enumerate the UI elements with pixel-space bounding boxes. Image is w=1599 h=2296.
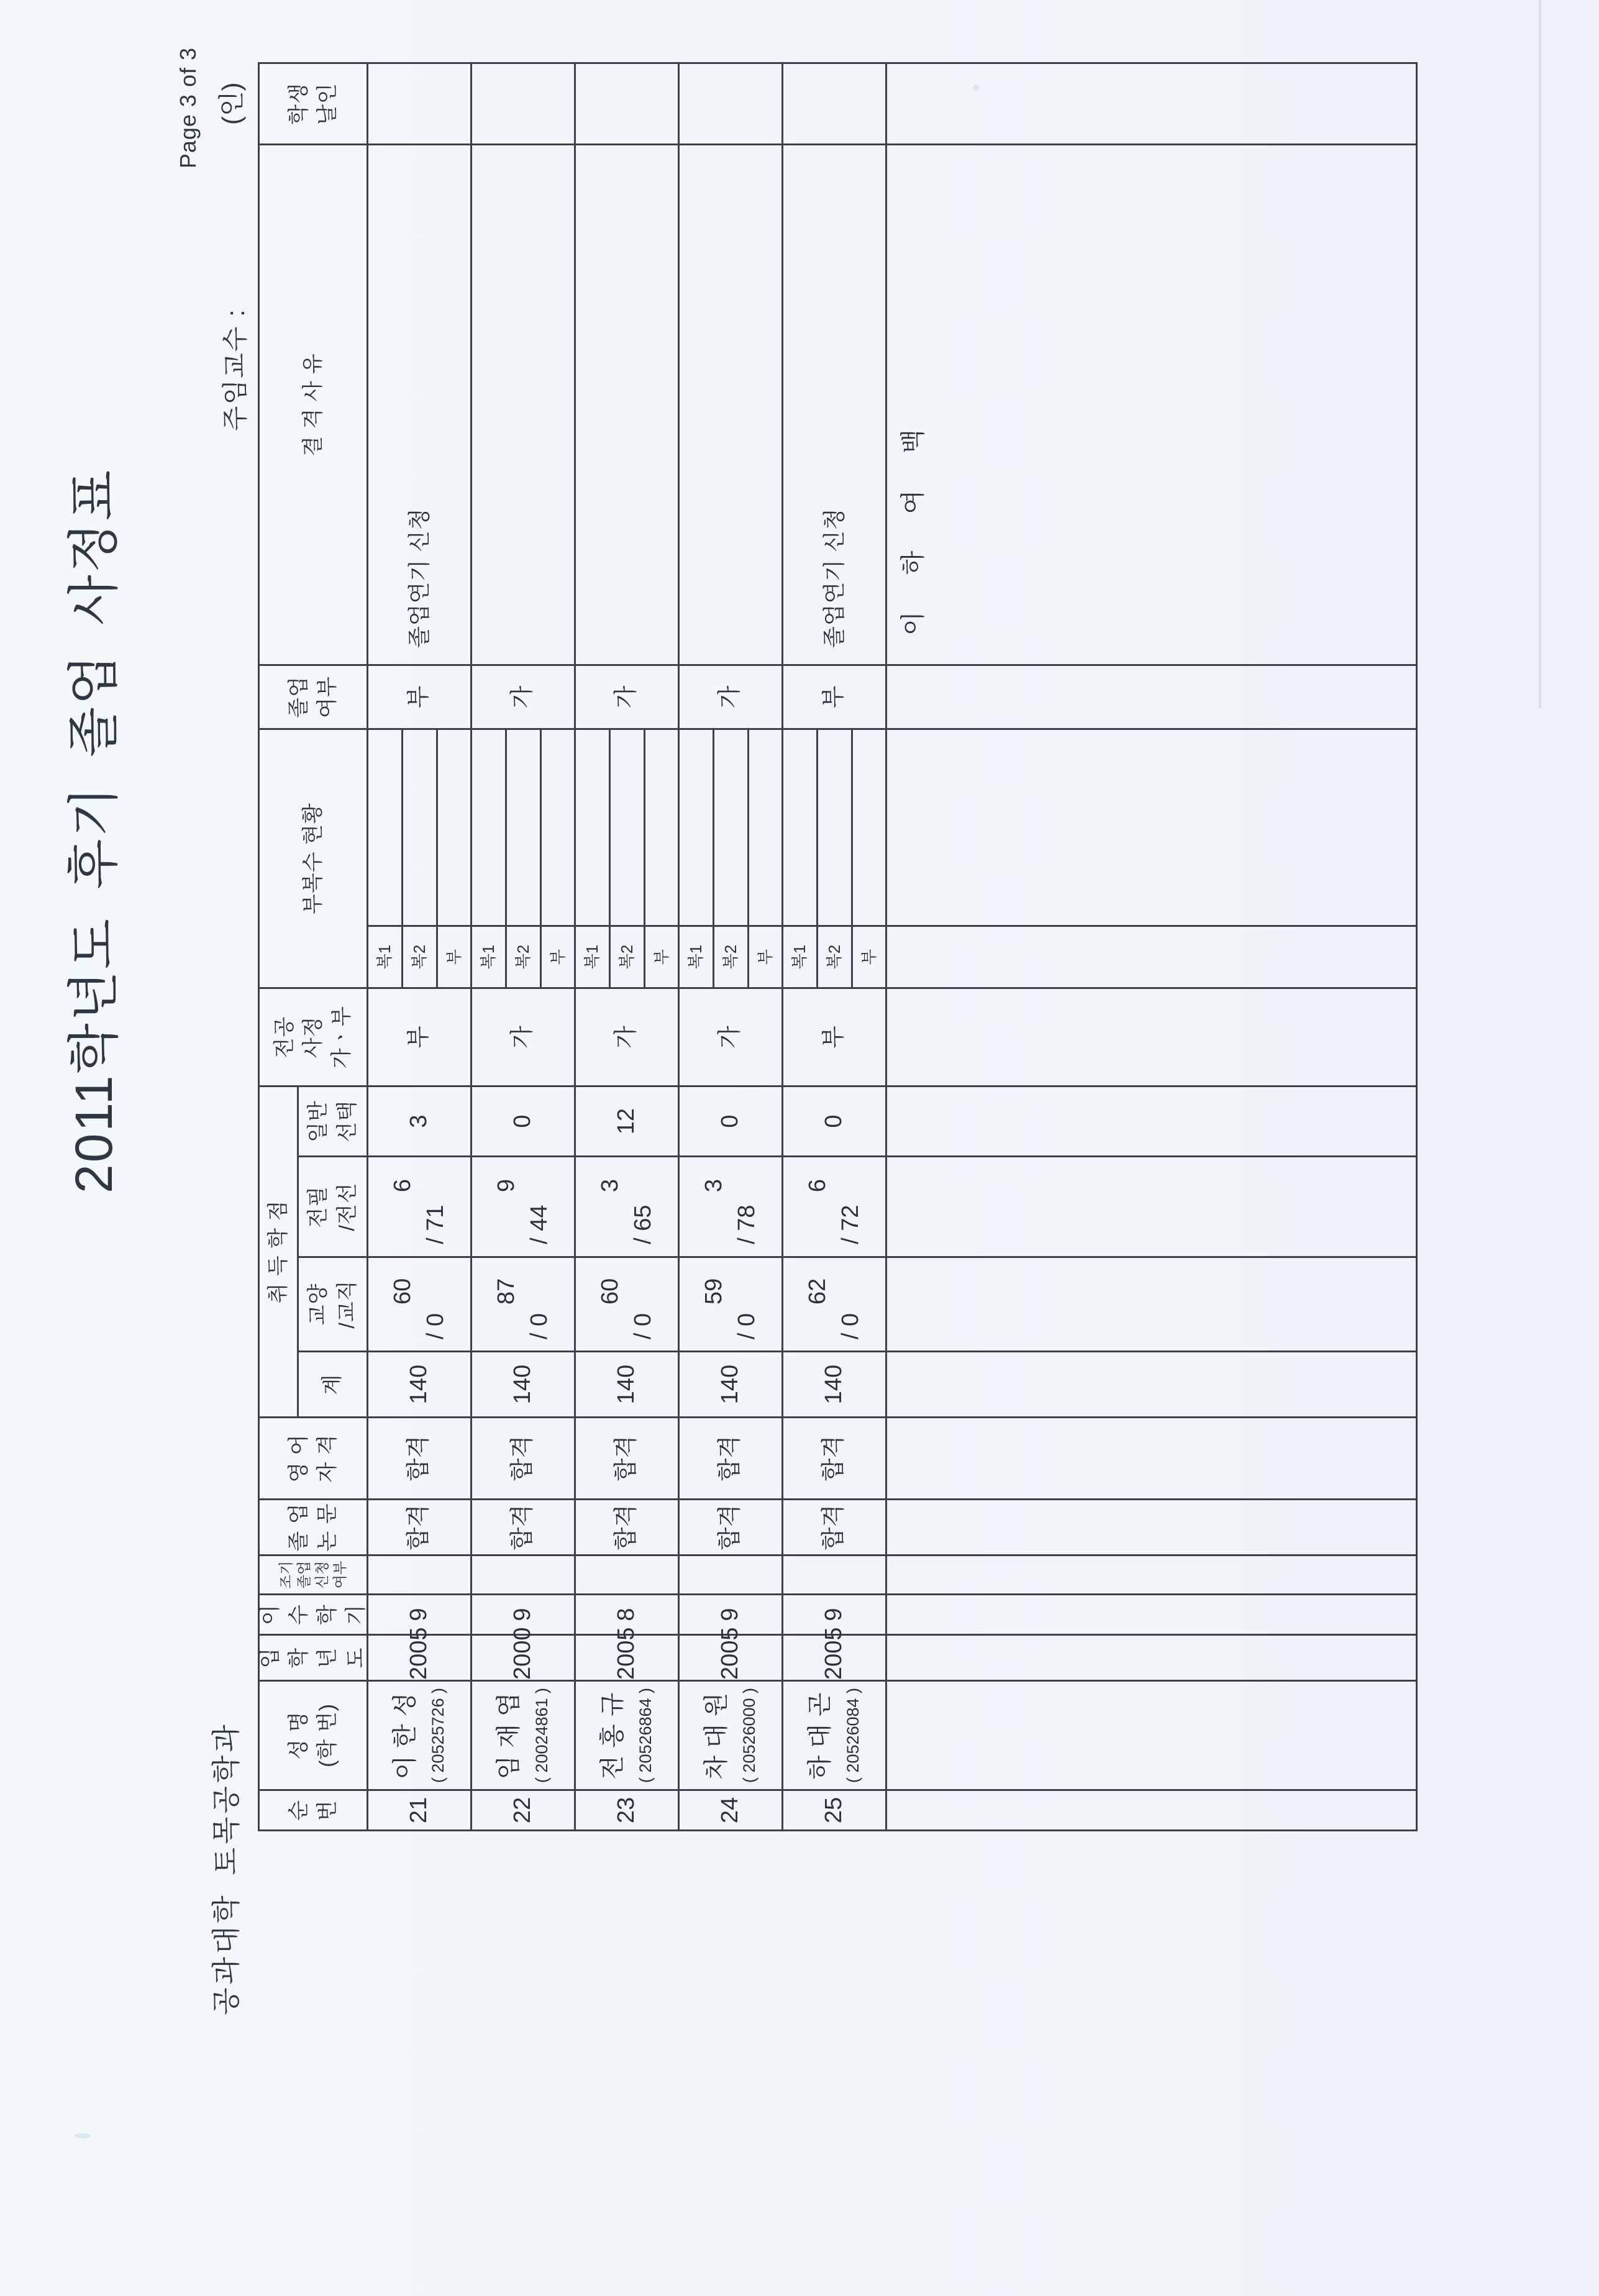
text-line: 9 bbox=[821, 1608, 847, 1621]
minor-label-cell bbox=[368, 925, 403, 987]
text-line: 차대원 bbox=[703, 1685, 731, 1780]
seal-cell bbox=[472, 62, 576, 144]
completed_semesters-header bbox=[260, 1593, 368, 1634]
text-line: 62 bbox=[804, 1278, 831, 1305]
major-credits-cell bbox=[576, 1155, 680, 1256]
admission-year-cell bbox=[783, 1627, 887, 1680]
credits-total-cell bbox=[576, 1351, 680, 1416]
blank-cell bbox=[887, 925, 1418, 987]
text-line: 가 bbox=[509, 1026, 536, 1049]
blank-cell bbox=[887, 1256, 1418, 1351]
text-line: 가 bbox=[717, 1026, 744, 1049]
text-line: 가 bbox=[613, 685, 640, 709]
text-line: 부 bbox=[821, 685, 847, 709]
text-line: 이한성 bbox=[391, 1685, 419, 1780]
text-line: 학 기 bbox=[316, 1604, 368, 1625]
text-line: 25 bbox=[821, 1797, 847, 1824]
text-line: 가 bbox=[509, 685, 536, 709]
early-grad-cell bbox=[368, 1554, 472, 1593]
name-cell bbox=[576, 1680, 680, 1789]
general-elective-cell bbox=[783, 1085, 887, 1155]
text-line: 복2 bbox=[617, 944, 637, 970]
semesters-cell bbox=[783, 1593, 887, 1634]
text-line: 합격 bbox=[821, 1435, 847, 1482]
text-line: 복2 bbox=[825, 944, 844, 970]
minor-label-cell bbox=[645, 925, 680, 987]
blank-cell bbox=[887, 1593, 1418, 1634]
general-elective-cell bbox=[680, 1085, 783, 1155]
liberal-credits-cell bbox=[576, 1256, 680, 1351]
text-line: 가 bbox=[613, 1026, 640, 1049]
text-line: / 78 bbox=[734, 1205, 760, 1244]
text-line: 합격 bbox=[717, 1435, 744, 1482]
major-assessment-cell bbox=[368, 987, 472, 1085]
text-line: 부 bbox=[755, 949, 775, 965]
text-line: / 65 bbox=[630, 1205, 656, 1244]
blank-cell bbox=[887, 62, 1418, 144]
graduation-cell bbox=[783, 664, 887, 728]
blank-cell bbox=[887, 728, 1418, 925]
text-line: 부 bbox=[406, 685, 432, 709]
text-line: 번 bbox=[316, 1800, 339, 1821]
text-line: 졸업연기 신청 bbox=[821, 508, 847, 648]
minor-value-cell bbox=[783, 728, 818, 925]
text-line: 합격 bbox=[717, 1504, 744, 1551]
blank-cell bbox=[887, 987, 1418, 1085]
text-line: 부복수 현황 bbox=[301, 803, 325, 914]
semesters-cell bbox=[680, 1593, 783, 1634]
minor-label-cell bbox=[611, 925, 645, 987]
major-assessment-cell bbox=[783, 987, 887, 1085]
text-line: 논 문 bbox=[316, 1503, 339, 1552]
major-credits-cell bbox=[472, 1155, 576, 1256]
name-cell bbox=[783, 1680, 887, 1789]
early-grad-cell bbox=[576, 1554, 680, 1593]
text-line: 22 bbox=[509, 1797, 536, 1824]
text-line: 23 bbox=[613, 1797, 640, 1824]
department-line: 공과대학 토목공학과 bbox=[210, 1721, 242, 2015]
text-line: 6 bbox=[804, 1178, 831, 1193]
graduation-cell bbox=[368, 664, 472, 728]
minor-label-cell bbox=[853, 925, 887, 987]
general_elective-subheader bbox=[299, 1085, 368, 1155]
text-line: 졸업 bbox=[296, 1560, 312, 1589]
text-line: 이 수 bbox=[258, 1604, 311, 1625]
liberal-credits-cell bbox=[368, 1256, 472, 1351]
graduation-assessment-table bbox=[258, 62, 1418, 1831]
liberal_teaching-subheader bbox=[299, 1256, 368, 1351]
paper-crease bbox=[1539, 0, 1541, 708]
semesters-cell bbox=[472, 1593, 576, 1634]
text-line: 졸 업 bbox=[286, 1503, 311, 1552]
minor-value-cell bbox=[576, 728, 611, 925]
minor-value-cell bbox=[853, 728, 887, 925]
text-line: 복1 bbox=[790, 944, 809, 970]
liberal-credits-cell bbox=[680, 1256, 783, 1351]
text-line: 140 bbox=[821, 1364, 847, 1405]
minor-label-cell bbox=[576, 925, 611, 987]
text-line: 졸업 bbox=[286, 676, 311, 718]
name-header bbox=[260, 1680, 368, 1789]
english-cell bbox=[680, 1416, 783, 1498]
english-cell bbox=[472, 1416, 576, 1498]
credits-total-cell bbox=[680, 1351, 783, 1416]
blank-cell bbox=[887, 1351, 1418, 1416]
seal-cell bbox=[680, 62, 783, 144]
text-line: 계 bbox=[321, 1374, 345, 1395]
text-line: ( 20526864 ) bbox=[636, 1687, 655, 1784]
credits-group-header bbox=[260, 1085, 299, 1416]
thesis-cell bbox=[680, 1498, 783, 1554]
admission-year-cell bbox=[368, 1627, 472, 1680]
text-line: 전홍규 bbox=[599, 1685, 627, 1780]
admission-year-cell bbox=[576, 1627, 680, 1680]
thesis-cell bbox=[783, 1498, 887, 1554]
minor-label-cell bbox=[749, 925, 783, 987]
semesters-cell bbox=[576, 1593, 680, 1634]
credits_total-subheader bbox=[299, 1351, 368, 1416]
text-line: / 0 bbox=[630, 1313, 656, 1340]
text-line: 선택 bbox=[335, 1100, 359, 1142]
major-credits-cell bbox=[680, 1155, 783, 1256]
text-line: 2000 bbox=[509, 1627, 536, 1680]
major_assessment-header bbox=[260, 987, 368, 1085]
text-line: 복1 bbox=[686, 944, 706, 970]
serial-header bbox=[260, 1789, 368, 1829]
text-line: 3 bbox=[700, 1178, 727, 1193]
text-line: 59 bbox=[700, 1278, 727, 1305]
blank-cell bbox=[887, 1155, 1418, 1256]
text-line: 임재엽 bbox=[495, 1685, 523, 1780]
early-grad-cell bbox=[783, 1554, 887, 1593]
text-line: 60 bbox=[596, 1278, 623, 1305]
english_qualification-header bbox=[260, 1416, 368, 1498]
text-line: 전공 bbox=[272, 1016, 296, 1059]
text-line: 부 bbox=[406, 1026, 432, 1049]
minor-label-cell bbox=[438, 925, 472, 987]
text-line: 복2 bbox=[721, 944, 740, 970]
text-line: 하대곤 bbox=[806, 1685, 834, 1780]
english-cell bbox=[576, 1416, 680, 1498]
semesters-cell bbox=[368, 1593, 472, 1634]
text-line: 21 bbox=[406, 1797, 432, 1824]
text-line: 8 bbox=[613, 1608, 640, 1621]
english-cell bbox=[783, 1416, 887, 1498]
minor-label-cell bbox=[680, 925, 714, 987]
text-line: 24 bbox=[717, 1797, 744, 1824]
major-credits-cell bbox=[783, 1155, 887, 1256]
blank-cell bbox=[887, 1416, 1418, 1498]
minor-value-cell bbox=[714, 728, 749, 925]
text-line: 부 bbox=[444, 949, 463, 965]
reason-cell bbox=[472, 144, 576, 664]
credits-total-cell bbox=[472, 1351, 576, 1416]
major_required_elective-subheader bbox=[299, 1155, 368, 1256]
blank-cell bbox=[887, 1789, 1418, 1829]
text-line: 입 학 bbox=[258, 1647, 311, 1669]
minor-value-cell bbox=[542, 728, 576, 925]
text-line: ( 20526084 ) bbox=[844, 1687, 863, 1784]
text-line: 복2 bbox=[514, 944, 533, 970]
text-line: ( 20526000 ) bbox=[740, 1687, 759, 1784]
reason-cell bbox=[783, 144, 887, 664]
text-line: 조기 bbox=[278, 1560, 294, 1589]
serial-cell bbox=[680, 1789, 783, 1829]
text-line: 0 bbox=[717, 1114, 744, 1128]
text-line: 140 bbox=[613, 1364, 640, 1405]
liberal-credits-cell bbox=[783, 1256, 887, 1351]
disqualification_reason-header bbox=[260, 144, 368, 664]
text-line: 6 bbox=[389, 1178, 416, 1193]
text-line: 학생 bbox=[286, 83, 311, 125]
seal-cell bbox=[783, 62, 887, 144]
text-line: 합격 bbox=[509, 1435, 536, 1482]
text-line: 합격 bbox=[821, 1504, 847, 1551]
major-credits-cell bbox=[368, 1155, 472, 1256]
text-line: 복1 bbox=[375, 944, 394, 970]
text-line: 순 bbox=[286, 1800, 311, 1821]
text-line: 9 bbox=[717, 1608, 744, 1621]
text-line: 결 격 사 유 bbox=[301, 353, 325, 457]
blank-cell bbox=[887, 1554, 1418, 1593]
text-line: 성 명 bbox=[286, 1711, 311, 1760]
serial-cell bbox=[576, 1789, 680, 1829]
text-line: ( 20525726 ) bbox=[429, 1687, 448, 1784]
text-line: 졸업연기 신청 bbox=[406, 508, 432, 648]
minor-label-cell bbox=[507, 925, 542, 987]
text-line: ( 20024861 ) bbox=[532, 1687, 552, 1784]
thesis-cell bbox=[472, 1498, 576, 1554]
advisor-label: 주임교수 : bbox=[221, 308, 250, 431]
text-line: / 0 bbox=[734, 1313, 760, 1340]
general-elective-cell bbox=[472, 1085, 576, 1155]
text-line: 합격 bbox=[613, 1504, 640, 1551]
thesis-header bbox=[260, 1498, 368, 1554]
text-line: / 0 bbox=[526, 1313, 552, 1340]
text-line: 3 bbox=[406, 1114, 432, 1128]
english-cell bbox=[368, 1416, 472, 1498]
liberal-credits-cell bbox=[472, 1256, 576, 1351]
blank-cell bbox=[887, 1085, 1418, 1155]
early_grad_request-header bbox=[260, 1554, 368, 1593]
blank-cell bbox=[887, 1634, 1418, 1680]
text-line: 가ㆍ부 bbox=[330, 1005, 354, 1069]
document-title: 2011학년도 후기 졸업 사정표 bbox=[65, 468, 123, 1193]
text-line: 부 bbox=[859, 949, 878, 965]
early-grad-cell bbox=[680, 1554, 783, 1593]
text-line: 2005 bbox=[613, 1627, 640, 1680]
graduation-header bbox=[260, 664, 368, 728]
minor-value-cell bbox=[645, 728, 680, 925]
graduation-cell bbox=[472, 664, 576, 728]
page-number-label: Page 3 of 3 bbox=[175, 47, 201, 169]
text-line: 사정 bbox=[301, 1016, 325, 1059]
text-line: 복2 bbox=[410, 944, 429, 970]
seal-cell bbox=[368, 62, 472, 144]
text-line: 일반 bbox=[306, 1100, 330, 1142]
text-line: 0 bbox=[821, 1114, 847, 1128]
text-line: 140 bbox=[509, 1364, 536, 1405]
text-line: 0 bbox=[509, 1114, 536, 1128]
reason-cell bbox=[576, 144, 680, 664]
text-line: 합격 bbox=[509, 1504, 536, 1551]
text-line: / 72 bbox=[837, 1205, 863, 1244]
text-line: 전필 bbox=[306, 1185, 330, 1228]
text-line: 부 bbox=[821, 1026, 847, 1049]
reason-cell bbox=[368, 144, 472, 664]
text-line: 12 bbox=[613, 1108, 640, 1135]
name-cell bbox=[368, 1680, 472, 1789]
text-line: 2005 bbox=[717, 1627, 744, 1680]
text-line: 합격 bbox=[406, 1504, 432, 1551]
serial-cell bbox=[472, 1789, 576, 1829]
serial-cell bbox=[368, 1789, 472, 1829]
text-line: /교직 bbox=[335, 1280, 359, 1329]
thesis-cell bbox=[368, 1498, 472, 1554]
text-line: 140 bbox=[717, 1364, 744, 1405]
text-line: /전선 bbox=[335, 1182, 359, 1231]
text-line: 2005 bbox=[821, 1627, 847, 1680]
thesis-cell bbox=[576, 1498, 680, 1554]
minor-value-cell bbox=[438, 728, 472, 925]
text-line: 영 어 bbox=[286, 1434, 311, 1483]
text-line: 복1 bbox=[583, 944, 602, 970]
text-line: 날인 bbox=[316, 83, 339, 125]
text-line: 60 bbox=[389, 1278, 416, 1305]
blank-cell bbox=[887, 664, 1418, 728]
admission-year-cell bbox=[472, 1627, 576, 1680]
text-line: 합격 bbox=[613, 1435, 640, 1482]
blank-cell bbox=[887, 1680, 1418, 1789]
general-elective-cell bbox=[368, 1085, 472, 1155]
text-line: 부 bbox=[652, 949, 671, 965]
text-line: 9 bbox=[406, 1608, 432, 1621]
text-line: / 71 bbox=[422, 1205, 449, 1244]
text-line: 부 bbox=[548, 949, 567, 965]
major-assessment-cell bbox=[472, 987, 576, 1085]
text-line: / 0 bbox=[422, 1313, 449, 1340]
text-line: / 0 bbox=[837, 1313, 863, 1340]
minor-value-cell bbox=[507, 728, 542, 925]
minor-label-cell bbox=[403, 925, 438, 987]
text-line: 3 bbox=[596, 1178, 623, 1193]
text-line: 2005 bbox=[406, 1627, 432, 1680]
text-line: 년 도 bbox=[316, 1647, 368, 1669]
minor-value-cell bbox=[680, 728, 714, 925]
minor-label-cell bbox=[783, 925, 818, 987]
text-line: 87 bbox=[493, 1278, 519, 1305]
text-line: (학 번) bbox=[316, 1703, 339, 1767]
major-assessment-cell bbox=[576, 987, 680, 1085]
minor-value-cell bbox=[403, 728, 438, 925]
minor-label-cell bbox=[818, 925, 853, 987]
text-line: 자 격 bbox=[316, 1434, 339, 1483]
text-line: / 44 bbox=[526, 1205, 552, 1244]
seal-cell bbox=[576, 62, 680, 144]
general-elective-cell bbox=[576, 1085, 680, 1155]
text-line: 복1 bbox=[479, 944, 498, 970]
credits-total-cell bbox=[368, 1351, 472, 1416]
early-grad-cell bbox=[472, 1554, 576, 1593]
minor-value-cell bbox=[749, 728, 783, 925]
admission_year-header bbox=[260, 1634, 368, 1680]
minor-label-cell bbox=[542, 925, 576, 987]
admission-year-cell bbox=[680, 1627, 783, 1680]
reason-cell bbox=[680, 144, 783, 664]
credits-total-cell bbox=[783, 1351, 887, 1416]
text-line: 9 bbox=[509, 1608, 536, 1621]
name-cell bbox=[680, 1680, 783, 1789]
text-line: 교양 bbox=[306, 1283, 330, 1326]
major-assessment-cell bbox=[680, 987, 783, 1085]
minor-label-cell bbox=[472, 925, 507, 987]
name-cell bbox=[472, 1680, 576, 1789]
text-line: 140 bbox=[406, 1364, 432, 1405]
graduation-cell bbox=[576, 664, 680, 728]
text-line: 이 하 여 백 bbox=[900, 414, 927, 636]
blank-cell bbox=[887, 1498, 1418, 1554]
scan-artifact bbox=[973, 84, 979, 91]
scan-artifact bbox=[75, 2133, 91, 2138]
minor-value-cell bbox=[472, 728, 507, 925]
text-line: 가 bbox=[717, 685, 744, 709]
text-line: 여부 bbox=[331, 1560, 348, 1589]
minor-value-cell bbox=[611, 728, 645, 925]
minor-label-cell bbox=[714, 925, 749, 987]
minor-group-header bbox=[260, 728, 368, 987]
minor-value-cell bbox=[818, 728, 853, 925]
text-line: 여부 bbox=[316, 676, 339, 718]
seal-header bbox=[260, 62, 368, 144]
text-line: 합격 bbox=[406, 1435, 432, 1482]
text-line: 신청 bbox=[314, 1560, 330, 1589]
graduation-cell bbox=[680, 664, 783, 728]
text-line: 취 득 학 점 bbox=[266, 1200, 290, 1304]
text-line: 9 bbox=[493, 1178, 519, 1193]
serial-cell bbox=[783, 1789, 887, 1829]
advisor-seal-placeholder: (인) bbox=[217, 82, 246, 125]
blank-cell bbox=[887, 144, 1418, 664]
minor-value-cell bbox=[368, 728, 403, 925]
